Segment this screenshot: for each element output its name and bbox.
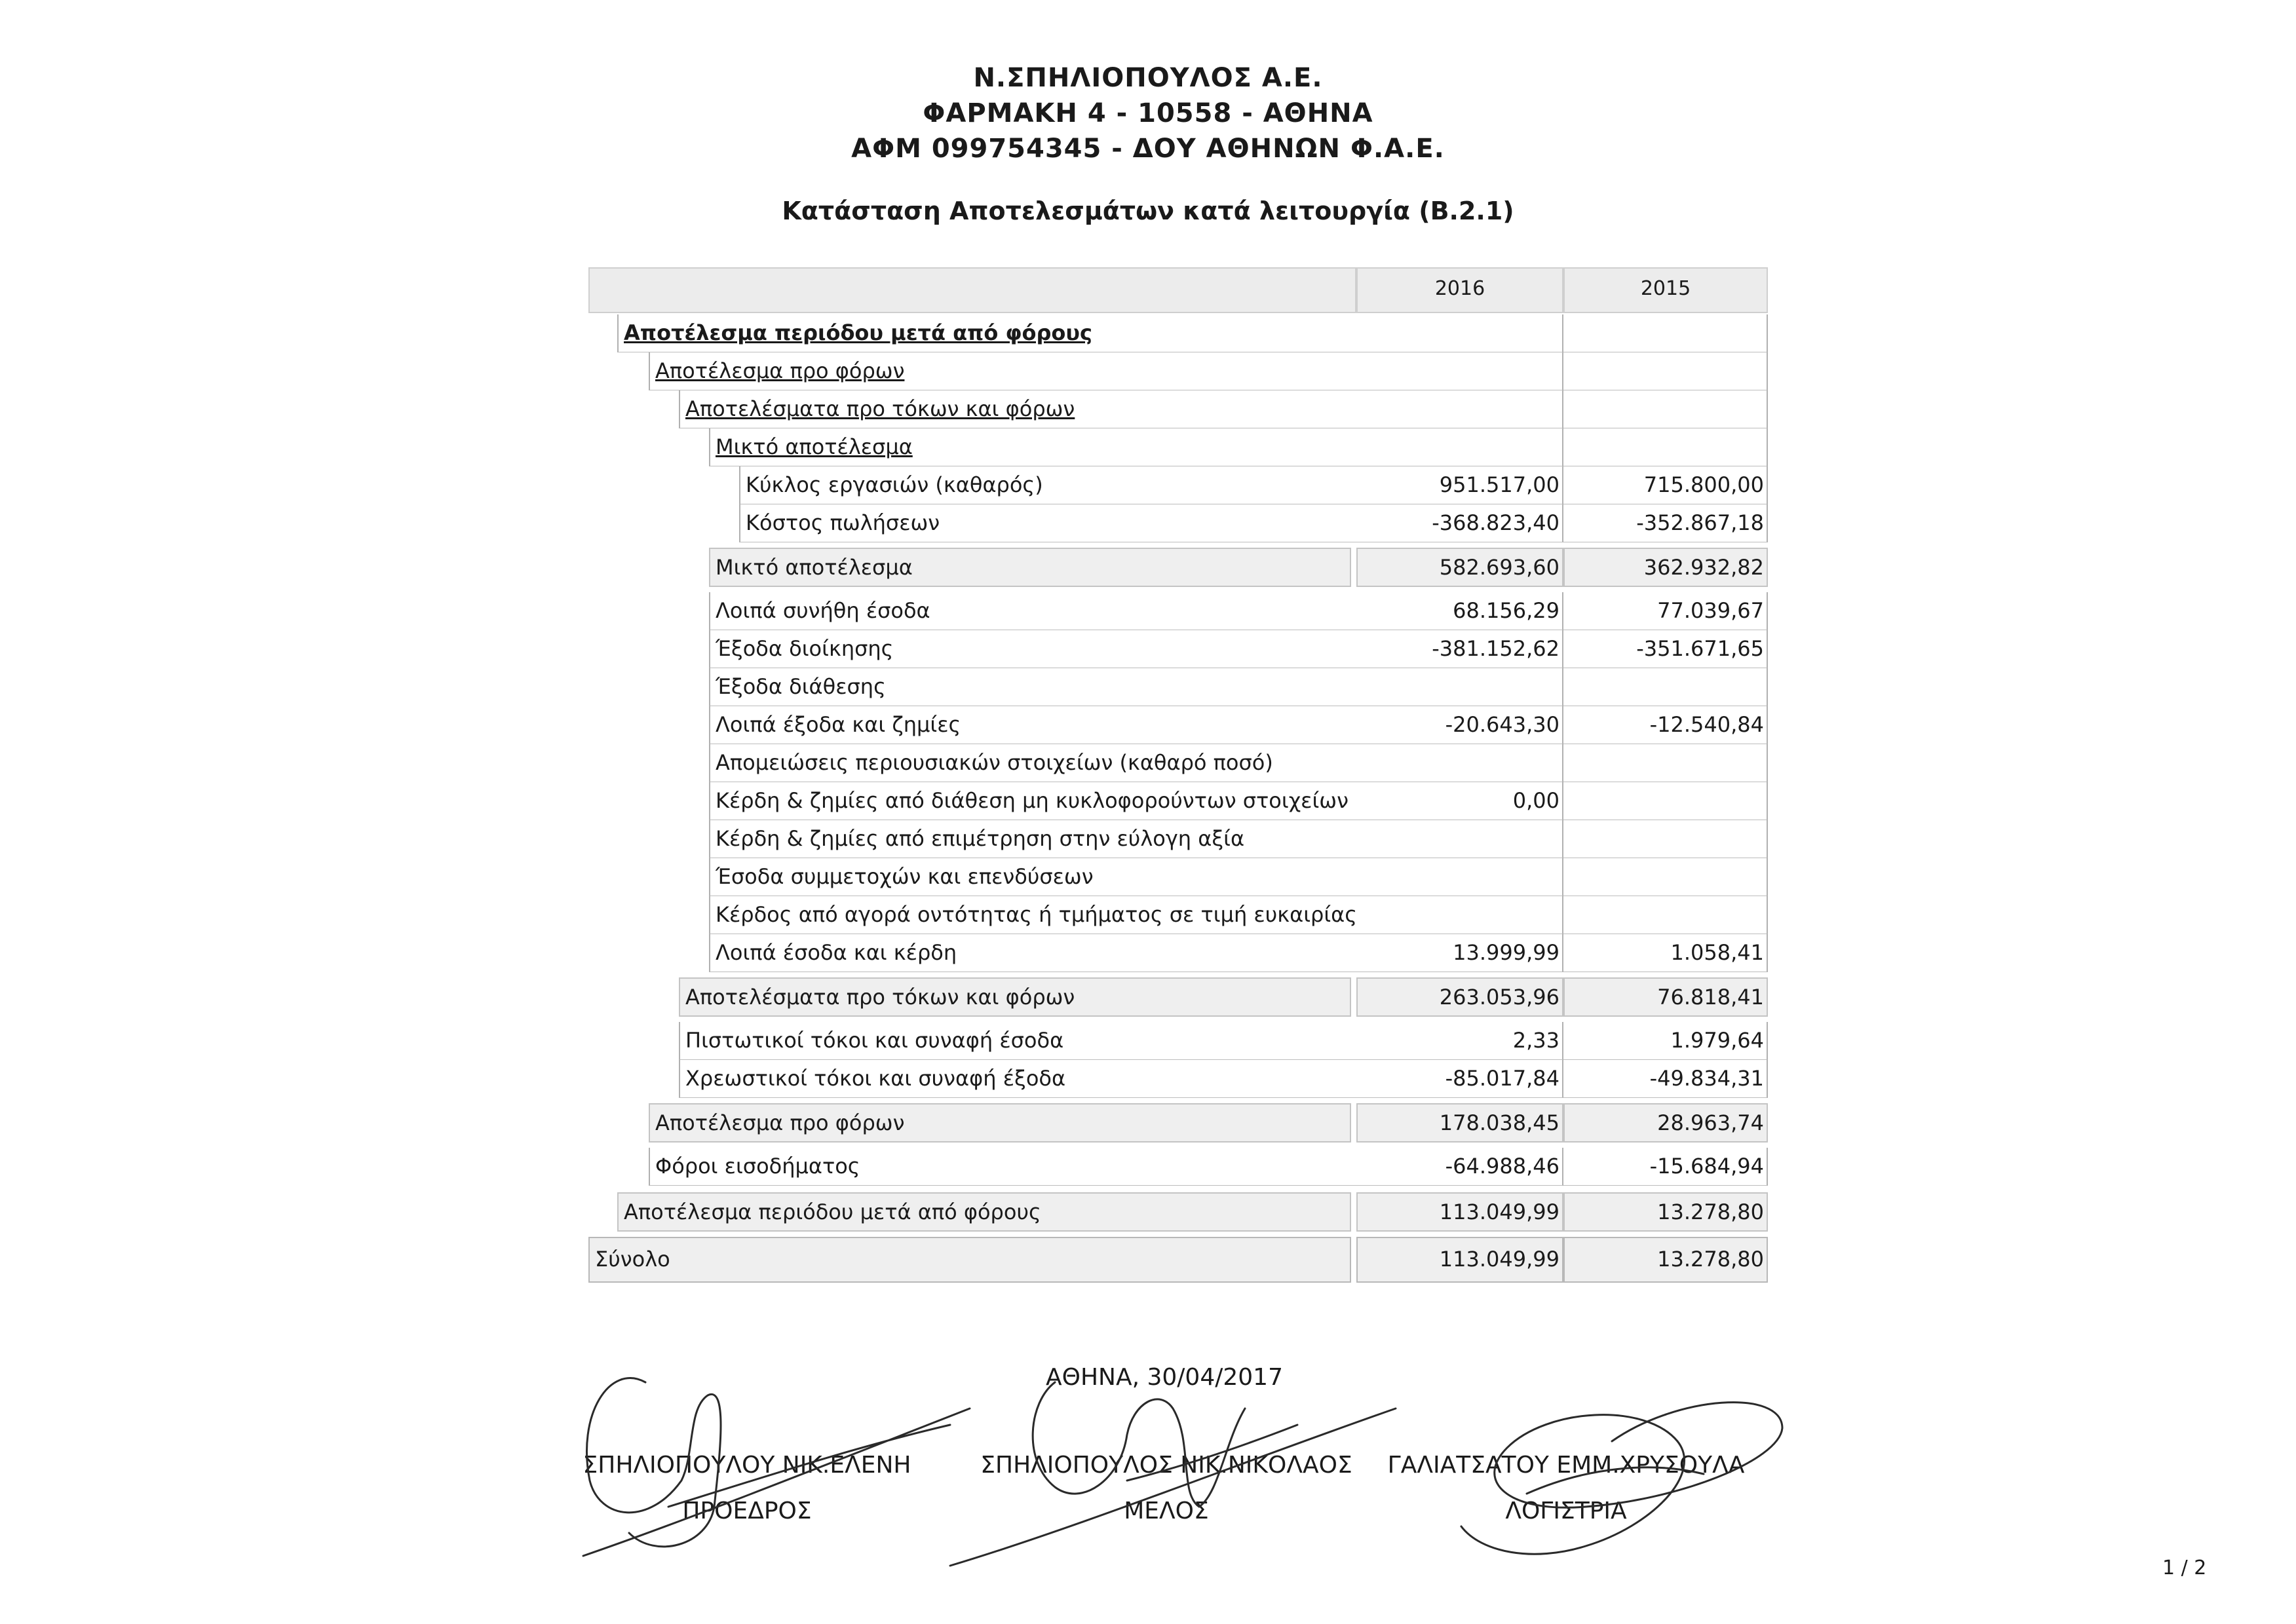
table-row [588,428,1768,466]
table-row [588,1148,1768,1186]
value-2016: 582.693,60 [1356,548,1563,587]
column-header-2015: 2015 [1563,267,1768,313]
row-label: Αποτέλεσμα περιόδου μετά από φόρους [617,1192,1351,1232]
income-statement-table [588,267,1768,1315]
table-row [588,896,1768,934]
value-2016: 263.053,96 [1356,977,1563,1017]
value-2015: 13.278,80 [1563,1237,1768,1283]
subtotal-row [588,1103,1768,1142]
row-label: Αποτέλεσμα προ φόρων [649,1103,1351,1142]
row-label: Έξοδα διοίκησης [709,630,1356,668]
table-row [588,592,1768,630]
value-2016: 951.517,00 [1356,466,1563,504]
value-2015 [1563,668,1768,706]
value-2015: 76.818,41 [1563,977,1768,1017]
row-label: Πιστωτικοί τόκοι και συναφή έσοδα [679,1022,1356,1060]
table-row [588,668,1768,706]
value-2016: 2,33 [1356,1022,1563,1060]
row-label: Λοιπά έσοδα και κέρδη [709,934,1356,972]
value-2015: 77.039,67 [1563,592,1768,630]
signatory-name: ΣΠΗΛΙΟΠΟΥΛΟΣ ΝΙΚ.ΝΙΚΟΛΑΟΣ [980,1452,1352,1479]
row-label: Λοιπά έξοδα και ζημίες [709,706,1356,744]
company-address: ΦΑΡΜΑΚΗ 4 - 10558 - ΑΘΗΝΑ [923,98,1373,128]
value-2015: -15.684,94 [1563,1148,1768,1186]
value-2016: 178.038,45 [1356,1103,1563,1142]
value-2016 [1356,896,1563,934]
value-2016: 0,00 [1356,782,1563,820]
value-2016 [1356,314,1563,352]
table-row [588,1022,1768,1060]
signatory-member [970,1443,1363,1534]
table-row [588,782,1768,820]
value-2015 [1563,820,1768,858]
page-number: 1 / 2 [2162,1557,2207,1579]
value-2015 [1563,390,1768,428]
signatory-accountant [1369,1443,1763,1534]
table-row [588,858,1768,896]
value-2015: 1.979,64 [1563,1022,1768,1060]
row-label: Φόροι εισοδήματος [649,1148,1356,1186]
value-2016 [1356,390,1563,428]
table-row [588,744,1768,782]
value-2016 [1356,352,1563,390]
value-2015 [1563,428,1768,466]
value-2016: -381.152,62 [1356,630,1563,668]
value-2015 [1563,896,1768,934]
value-2016: -85.017,84 [1356,1060,1563,1098]
value-2016: -64.988,46 [1356,1148,1563,1186]
signatory-role: ΠΡΟΕΔΡΟΣ [682,1498,812,1524]
row-label: Λοιπά συνήθη έσοδα [709,592,1356,630]
subtotal-row [588,548,1768,587]
row-label: Απομειώσεις περιουσιακών στοιχείων (καθαρό ποσό) [709,744,1356,782]
table-row [588,314,1768,352]
report-title: Κατάσταση Αποτελεσμάτων κατά λειτουργία (Β.2.1) [782,197,1514,225]
value-2016: 113.049,99 [1356,1237,1563,1283]
value-2015: -352.867,18 [1563,504,1768,542]
value-2016: -20.643,30 [1356,706,1563,744]
row-label: Κέρδη & ζημίες από επιμέτρηση στην εύλογη αξία [709,820,1356,858]
table-row [588,390,1768,428]
value-2015 [1563,858,1768,896]
signatory-name: ΣΠΗΛΙΟΠΟΥΛΟΥ ΝΙΚ.ΕΛΕΝΗ [583,1452,911,1479]
value-2015: 715.800,00 [1563,466,1768,504]
value-2015 [1563,352,1768,390]
value-2015 [1563,782,1768,820]
row-label: Χρεωστικοί τόκοι και συναφή έξοδα [679,1060,1356,1098]
subtotal-row [588,1192,1768,1232]
value-2016 [1356,858,1563,896]
row-label: Κέρδη & ζημίες από διάθεση μη κυκλοφορούντων στοιχείων [709,782,1356,820]
subtotal-row [588,977,1768,1017]
total-row [588,1237,1768,1283]
row-label: Σύνολο [588,1237,1351,1283]
value-2016 [1356,668,1563,706]
value-2016: 113.049,99 [1356,1192,1563,1232]
company-header [0,60,2296,166]
value-2016: 68.156,29 [1356,592,1563,630]
value-2015: -49.834,31 [1563,1060,1768,1098]
row-label: Κύκλος εργασιών (καθαρός) [739,466,1356,504]
place-and-date: ΑΘΗΝΑ, 30/04/2017 [1046,1364,1283,1391]
table-row [588,706,1768,744]
row-label: Αποτελέσματα προ τόκων και φόρων [679,390,1356,428]
table-row [588,466,1768,504]
value-2015: 28.963,74 [1563,1103,1768,1142]
table-row [588,504,1768,542]
value-2015 [1563,744,1768,782]
row-label: Αποτέλεσμα περιόδου μετά από φόρους [617,314,1356,352]
row-label: Κέρδος από αγορά οντότητας ή τμήματος σε τιμή ευκαιρίας [709,896,1356,934]
value-2016 [1356,820,1563,858]
row-label: Έξοδα διάθεσης [709,668,1356,706]
row-label: Κόστος πωλήσεων [739,504,1356,542]
table-row [588,820,1768,858]
row-label: Μικτό αποτέλεσμα [709,548,1351,587]
value-2016 [1356,428,1563,466]
value-2015: -12.540,84 [1563,706,1768,744]
row-label: Μικτό αποτέλεσμα [709,428,1356,466]
company-name: Ν.ΣΠΗΛΙΟΠΟΥΛΟΣ Α.Ε. [973,63,1323,93]
company-tax-info: ΑΦΜ 099754345 - ΔΟΥ ΑΘΗΝΩΝ Φ.Α.Ε. [851,134,1445,164]
value-2016 [1356,744,1563,782]
table-row [588,1060,1768,1098]
value-2015: 1.058,41 [1563,934,1768,972]
signatory-name: ΓΑΛΙΑΤΣΑΤΟΥ ΕΜΜ.ΧΡΥΣΟΥΛΑ [1387,1452,1745,1479]
value-2016: 13.999,99 [1356,934,1563,972]
row-label: Αποτελέσματα προ τόκων και φόρων [679,977,1351,1017]
value-2015: 13.278,80 [1563,1192,1768,1232]
value-2015: -351.671,65 [1563,630,1768,668]
table-row [588,352,1768,390]
signatory-role: ΛΟΓΙΣΤΡΙΑ [1505,1498,1627,1524]
table-header-label-cell [588,267,1356,313]
value-2015 [1563,314,1768,352]
table-row [588,630,1768,668]
row-label: Αποτέλεσμα προ φόρων [649,352,1356,390]
table-row [588,934,1768,972]
row-label: Έσοδα συμμετοχών και επενδύσεων [709,858,1356,896]
value-2015: 362.932,82 [1563,548,1768,587]
column-header-2016: 2016 [1356,267,1563,313]
signatory-president [577,1443,917,1534]
value-2016: -368.823,40 [1356,504,1563,542]
signatory-role: ΜΕΛΟΣ [1124,1498,1209,1524]
